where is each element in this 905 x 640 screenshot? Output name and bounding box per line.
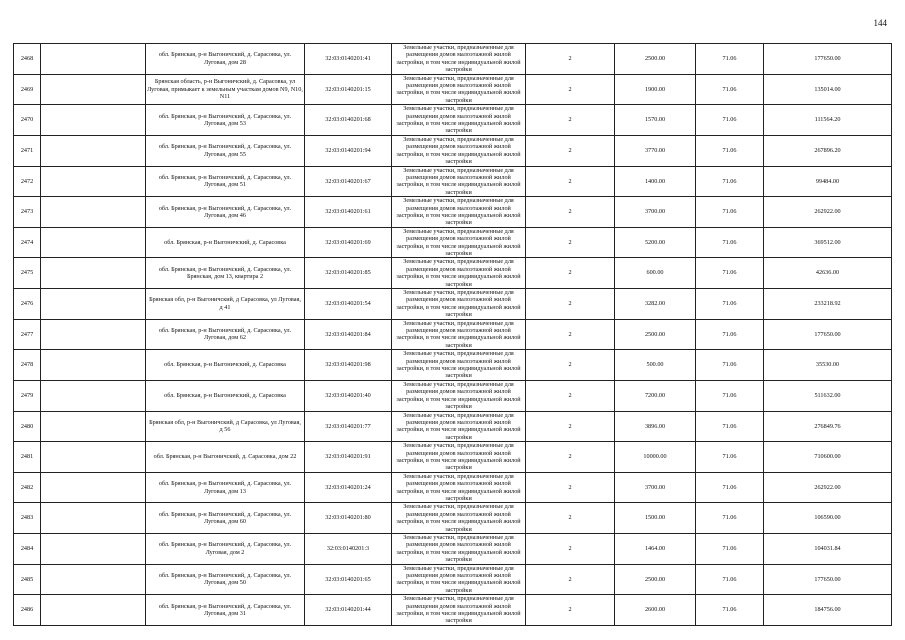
cadastral-number-cell: 32:03:0140201:44 <box>305 595 392 626</box>
row-number-cell: 2483 <box>14 503 41 534</box>
row-number-cell: 2486 <box>14 595 41 626</box>
cadastral-value-cell: 135014.00 <box>764 74 892 105</box>
area-cell: 3700.00 <box>615 472 696 503</box>
address-cell: обл. Брянская, р-н Выгоничский, д. Сарасовка, ул. Луговая, дом 62 <box>146 319 305 350</box>
land-category-cell: Земельные участки, предназначенные для размещения домов малоэтажной жилой застройки, в том числе индивидуальной жилой застройки <box>392 411 526 442</box>
group-number-cell: 2 <box>526 595 615 626</box>
cadastral-number-cell: 32:03:0140201:80 <box>305 503 392 534</box>
address-cell: Брянская обл, р-н Выгоничский, д Сарасовка, ул Луговая, д 56 <box>146 411 305 442</box>
cadastral-number-cell: 32:03:0140201:69 <box>305 227 392 258</box>
cadastral-number-cell: 32:03:0140201:40 <box>305 380 392 411</box>
row-number-cell: 2478 <box>14 350 41 381</box>
specific-value-cell: 71.06 <box>696 197 764 228</box>
row-number-cell: 2480 <box>14 411 41 442</box>
spacer-cell <box>41 44 146 75</box>
address-cell: обл. Брянская, р-н Выгоничский, д. Сарасовка, ул. Луговая, дом 2 <box>146 534 305 565</box>
group-number-cell: 2 <box>526 503 615 534</box>
cadastral-value-cell: 267896.20 <box>764 135 892 166</box>
address-cell: обл. Брянская, р-н Выгоничский, д. Сарасовка, ул. Луговая, дом 28 <box>146 44 305 75</box>
table-row <box>14 44 892 75</box>
land-category-cell: Земельные участки, предназначенные для размещения домов малоэтажной жилой застройки, в том числе индивидуальной жилой застройки <box>392 534 526 565</box>
address-cell: Брянская обл, р-н Выгоничский, д Сарасовка, ул Луговая, д 41 <box>146 289 305 320</box>
specific-value-cell: 71.06 <box>696 380 764 411</box>
land-category-cell: Земельные участки, предназначенные для размещения домов малоэтажной жилой застройки, в том числе индивидуальной жилой застройки <box>392 258 526 289</box>
cadastral-number-cell: 32:03:0140201:54 <box>305 289 392 320</box>
specific-value-cell: 71.06 <box>696 135 764 166</box>
land-category-cell: Земельные участки, предназначенные для размещения домов малоэтажной жилой застройки, в том числе индивидуальной жилой застройки <box>392 503 526 534</box>
specific-value-cell: 71.06 <box>696 44 764 75</box>
cadastral-value-cell: 111564.20 <box>764 105 892 136</box>
spacer-cell <box>41 472 146 503</box>
cadastral-number-cell: 32:03:0140201:77 <box>305 411 392 442</box>
table-body <box>14 44 892 626</box>
area-cell: 2600.00 <box>615 595 696 626</box>
row-number-cell: 2482 <box>14 472 41 503</box>
group-number-cell: 2 <box>526 166 615 197</box>
cadastral-value-cell: 177650.00 <box>764 564 892 595</box>
area-cell: 600.00 <box>615 258 696 289</box>
land-category-cell: Земельные участки, предназначенные для размещения домов малоэтажной жилой застройки, в том числе индивидуальной жилой застройки <box>392 380 526 411</box>
spacer-cell <box>41 105 146 136</box>
row-number-cell: 2476 <box>14 289 41 320</box>
land-category-cell: Земельные участки, предназначенные для размещения домов малоэтажной жилой застройки, в том числе индивидуальной жилой застройки <box>392 289 526 320</box>
cadastral-number-cell: 32:03:0140201:65 <box>305 564 392 595</box>
address-cell: обл. Брянская, р-н Выгоничский, д. Сарасовка, ул. Луговая, дом 50 <box>146 564 305 595</box>
spacer-cell <box>41 380 146 411</box>
area-cell: 3896.00 <box>615 411 696 442</box>
cadastral-value-cell: 42636.00 <box>764 258 892 289</box>
table-row <box>14 105 892 136</box>
spacer-cell <box>41 564 146 595</box>
cadastral-value-table <box>13 43 892 626</box>
group-number-cell: 2 <box>526 135 615 166</box>
specific-value-cell: 71.06 <box>696 227 764 258</box>
group-number-cell: 2 <box>526 380 615 411</box>
specific-value-cell: 71.06 <box>696 564 764 595</box>
spacer-cell <box>41 534 146 565</box>
area-cell: 1400.00 <box>615 166 696 197</box>
cadastral-value-cell: 177650.00 <box>764 44 892 75</box>
table-row <box>14 380 892 411</box>
cadastral-number-cell: 32:03:0140201:41 <box>305 44 392 75</box>
spacer-cell <box>41 166 146 197</box>
cadastral-value-cell: 233218.92 <box>764 289 892 320</box>
group-number-cell: 2 <box>526 289 615 320</box>
area-cell: 2500.00 <box>615 44 696 75</box>
table-row <box>14 289 892 320</box>
cadastral-value-cell: 511632.00 <box>764 380 892 411</box>
area-cell: 3700.00 <box>615 197 696 228</box>
cadastral-value-cell: 35530.00 <box>764 350 892 381</box>
area-cell: 7200.00 <box>615 380 696 411</box>
area-cell: 5200.00 <box>615 227 696 258</box>
spacer-cell <box>41 135 146 166</box>
row-number-cell: 2470 <box>14 105 41 136</box>
spacer-cell <box>41 503 146 534</box>
row-number-cell: 2479 <box>14 380 41 411</box>
specific-value-cell: 71.06 <box>696 74 764 105</box>
cadastral-number-cell: 32:03:0140201:84 <box>305 319 392 350</box>
spacer-cell <box>41 289 146 320</box>
group-number-cell: 2 <box>526 472 615 503</box>
specific-value-cell: 71.06 <box>696 105 764 136</box>
address-cell: обл. Брянская, р-н Выгоничский, д. Сарасовка, ул. Луговая, дом 60 <box>146 503 305 534</box>
address-cell: обл. Брянская, р-н Выгоничский, д. Сарасовка <box>146 350 305 381</box>
specific-value-cell: 71.06 <box>696 442 764 473</box>
group-number-cell: 2 <box>526 319 615 350</box>
group-number-cell: 2 <box>526 105 615 136</box>
address-cell: обл. Брянская, р-н Выгоничский, д. Сарасовка <box>146 380 305 411</box>
spacer-cell <box>41 197 146 228</box>
specific-value-cell: 71.06 <box>696 503 764 534</box>
row-number-cell: 2471 <box>14 135 41 166</box>
table-row <box>14 472 892 503</box>
land-category-cell: Земельные участки, предназначенные для размещения домов малоэтажной жилой застройки, в том числе индивидуальной жилой застройки <box>392 350 526 381</box>
area-cell: 10000.00 <box>615 442 696 473</box>
land-category-cell: Земельные участки, предназначенные для размещения домов малоэтажной жилой застройки, в том числе индивидуальной жилой застройки <box>392 135 526 166</box>
table-row <box>14 564 892 595</box>
area-cell: 1500.00 <box>615 503 696 534</box>
table-row <box>14 503 892 534</box>
spacer-cell <box>41 411 146 442</box>
cadastral-number-cell: 32:03:0140201:91 <box>305 442 392 473</box>
spacer-cell <box>41 350 146 381</box>
group-number-cell: 2 <box>526 197 615 228</box>
row-number-cell: 2481 <box>14 442 41 473</box>
group-number-cell: 2 <box>526 442 615 473</box>
row-number-cell: 2485 <box>14 564 41 595</box>
row-number-cell: 2475 <box>14 258 41 289</box>
group-number-cell: 2 <box>526 350 615 381</box>
cadastral-number-cell: 32:03:0140201:15 <box>305 74 392 105</box>
land-category-cell: Земельные участки, предназначенные для размещения домов малоэтажной жилой застройки, в том числе индивидуальной жилой застройки <box>392 472 526 503</box>
address-cell: обл. Брянская, р-н Выгоничский, д. Сарасовка, ул. Луговая, дом 46 <box>146 197 305 228</box>
row-number-cell: 2468 <box>14 44 41 75</box>
area-cell: 1570.00 <box>615 105 696 136</box>
cadastral-number-cell: 32:03:0140201:85 <box>305 258 392 289</box>
area-cell: 3770.00 <box>615 135 696 166</box>
row-number-cell: 2469 <box>14 74 41 105</box>
address-cell: Брянская область, р-н Выгоничский, д. Сарасовка, ул Луговая, примыкает к земельным участкам домов N9, N10, N11 <box>146 74 305 105</box>
specific-value-cell: 71.06 <box>696 319 764 350</box>
address-cell: обл. Брянская, р-н Выгоничский, д. Сарасовка, ул. Луговая, дом 51 <box>146 166 305 197</box>
table-row <box>14 595 892 626</box>
cadastral-number-cell: 32:03:0140201:67 <box>305 166 392 197</box>
table-row <box>14 227 892 258</box>
cadastral-number-cell: 32:03:0140201:98 <box>305 350 392 381</box>
group-number-cell: 2 <box>526 411 615 442</box>
cadastral-number-cell: 32:03:0140201:3 <box>305 534 392 565</box>
spacer-cell <box>41 227 146 258</box>
row-number-cell: 2484 <box>14 534 41 565</box>
group-number-cell: 2 <box>526 227 615 258</box>
group-number-cell: 2 <box>526 44 615 75</box>
land-category-cell: Земельные участки, предназначенные для размещения домов малоэтажной жилой застройки, в том числе индивидуальной жилой застройки <box>392 105 526 136</box>
land-category-cell: Земельные участки, предназначенные для размещения домов малоэтажной жилой застройки, в том числе индивидуальной жилой застройки <box>392 44 526 75</box>
cadastral-value-cell: 262922.00 <box>764 472 892 503</box>
cadastral-number-cell: 32:03:0140201:94 <box>305 135 392 166</box>
row-number-cell: 2477 <box>14 319 41 350</box>
table-row <box>14 197 892 228</box>
table-row <box>14 166 892 197</box>
address-cell: обл. Брянская, р-н Выгоничский, д. Сарасовка, ул. Луговая, дом 31 <box>146 595 305 626</box>
land-category-cell: Земельные участки, предназначенные для размещения домов малоэтажной жилой застройки, в том числе индивидуальной жилой застройки <box>392 166 526 197</box>
table-row <box>14 258 892 289</box>
specific-value-cell: 71.06 <box>696 166 764 197</box>
address-cell: обл. Брянская, р-н Выгоничский, д. Сарасовка, дом 22 <box>146 442 305 473</box>
address-cell: обл. Брянская, р-н Выгоничский, д. Сарасовка, ул. Луговая, дом 13 <box>146 472 305 503</box>
area-cell: 500.00 <box>615 350 696 381</box>
row-number-cell: 2474 <box>14 227 41 258</box>
page-number: 144 <box>873 18 887 28</box>
cadastral-value-cell: 369512.00 <box>764 227 892 258</box>
land-category-cell: Земельные участки, предназначенные для размещения домов малоэтажной жилой застройки, в том числе индивидуальной жилой застройки <box>392 595 526 626</box>
table-row <box>14 135 892 166</box>
table-row <box>14 442 892 473</box>
group-number-cell: 2 <box>526 534 615 565</box>
land-category-cell: Земельные участки, предназначенные для размещения домов малоэтажной жилой застройки, в том числе индивидуальной жилой застройки <box>392 74 526 105</box>
cadastral-value-cell: 710600.00 <box>764 442 892 473</box>
cadastral-value-cell: 99484.00 <box>764 166 892 197</box>
address-cell: обл. Брянская, р-н Выгоничский, д. Сарасовка, ул. Луговая, дом 55 <box>146 135 305 166</box>
cadastral-value-cell: 104031.84 <box>764 534 892 565</box>
row-number-cell: 2473 <box>14 197 41 228</box>
address-cell: обл. Брянская, р-н Выгоничский, д. Сарасовка <box>146 227 305 258</box>
table-row <box>14 74 892 105</box>
address-cell: обл. Брянская, р-н Выгоничский, д. Сарасовка, ул. Луговая, дом 53 <box>146 105 305 136</box>
group-number-cell: 2 <box>526 564 615 595</box>
specific-value-cell: 71.06 <box>696 472 764 503</box>
table-row <box>14 350 892 381</box>
land-category-cell: Земельные участки, предназначенные для размещения домов малоэтажной жилой застройки, в том числе индивидуальной жилой застройки <box>392 564 526 595</box>
spacer-cell <box>41 319 146 350</box>
cadastral-value-cell: 106590.00 <box>764 503 892 534</box>
area-cell: 2500.00 <box>615 564 696 595</box>
area-cell: 1900.00 <box>615 74 696 105</box>
area-cell: 2500.00 <box>615 319 696 350</box>
cadastral-number-cell: 32:03:0140201:24 <box>305 472 392 503</box>
cadastral-value-cell: 177650.00 <box>764 319 892 350</box>
table-row <box>14 534 892 565</box>
spacer-cell <box>41 442 146 473</box>
area-cell: 3282.00 <box>615 289 696 320</box>
table-row <box>14 411 892 442</box>
area-cell: 1464.00 <box>615 534 696 565</box>
group-number-cell: 2 <box>526 74 615 105</box>
cadastral-value-cell: 184756.00 <box>764 595 892 626</box>
land-category-cell: Земельные участки, предназначенные для размещения домов малоэтажной жилой застройки, в том числе индивидуальной жилой застройки <box>392 197 526 228</box>
land-category-cell: Земельные участки, предназначенные для размещения домов малоэтажной жилой застройки, в том числе индивидуальной жилой застройки <box>392 442 526 473</box>
specific-value-cell: 71.06 <box>696 595 764 626</box>
land-category-cell: Земельные участки, предназначенные для размещения домов малоэтажной жилой застройки, в том числе индивидуальной жилой застройки <box>392 227 526 258</box>
cadastral-value-cell: 276849.76 <box>764 411 892 442</box>
specific-value-cell: 71.06 <box>696 534 764 565</box>
group-number-cell: 2 <box>526 258 615 289</box>
specific-value-cell: 71.06 <box>696 350 764 381</box>
land-category-cell: Земельные участки, предназначенные для размещения домов малоэтажной жилой застройки, в том числе индивидуальной жилой застройки <box>392 319 526 350</box>
table-row <box>14 319 892 350</box>
cadastral-value-cell: 262922.00 <box>764 197 892 228</box>
spacer-cell <box>41 74 146 105</box>
spacer-cell <box>41 595 146 626</box>
specific-value-cell: 71.06 <box>696 289 764 320</box>
address-cell: обл. Брянская, р-н Выгоничский, д. Сарасовка, ул. Брянская, дом 13, квартира 2 <box>146 258 305 289</box>
cadastral-number-cell: 32:03:0140201:68 <box>305 105 392 136</box>
specific-value-cell: 71.06 <box>696 258 764 289</box>
cadastral-number-cell: 32:03:0140201:61 <box>305 197 392 228</box>
spacer-cell <box>41 258 146 289</box>
row-number-cell: 2472 <box>14 166 41 197</box>
specific-value-cell: 71.06 <box>696 411 764 442</box>
